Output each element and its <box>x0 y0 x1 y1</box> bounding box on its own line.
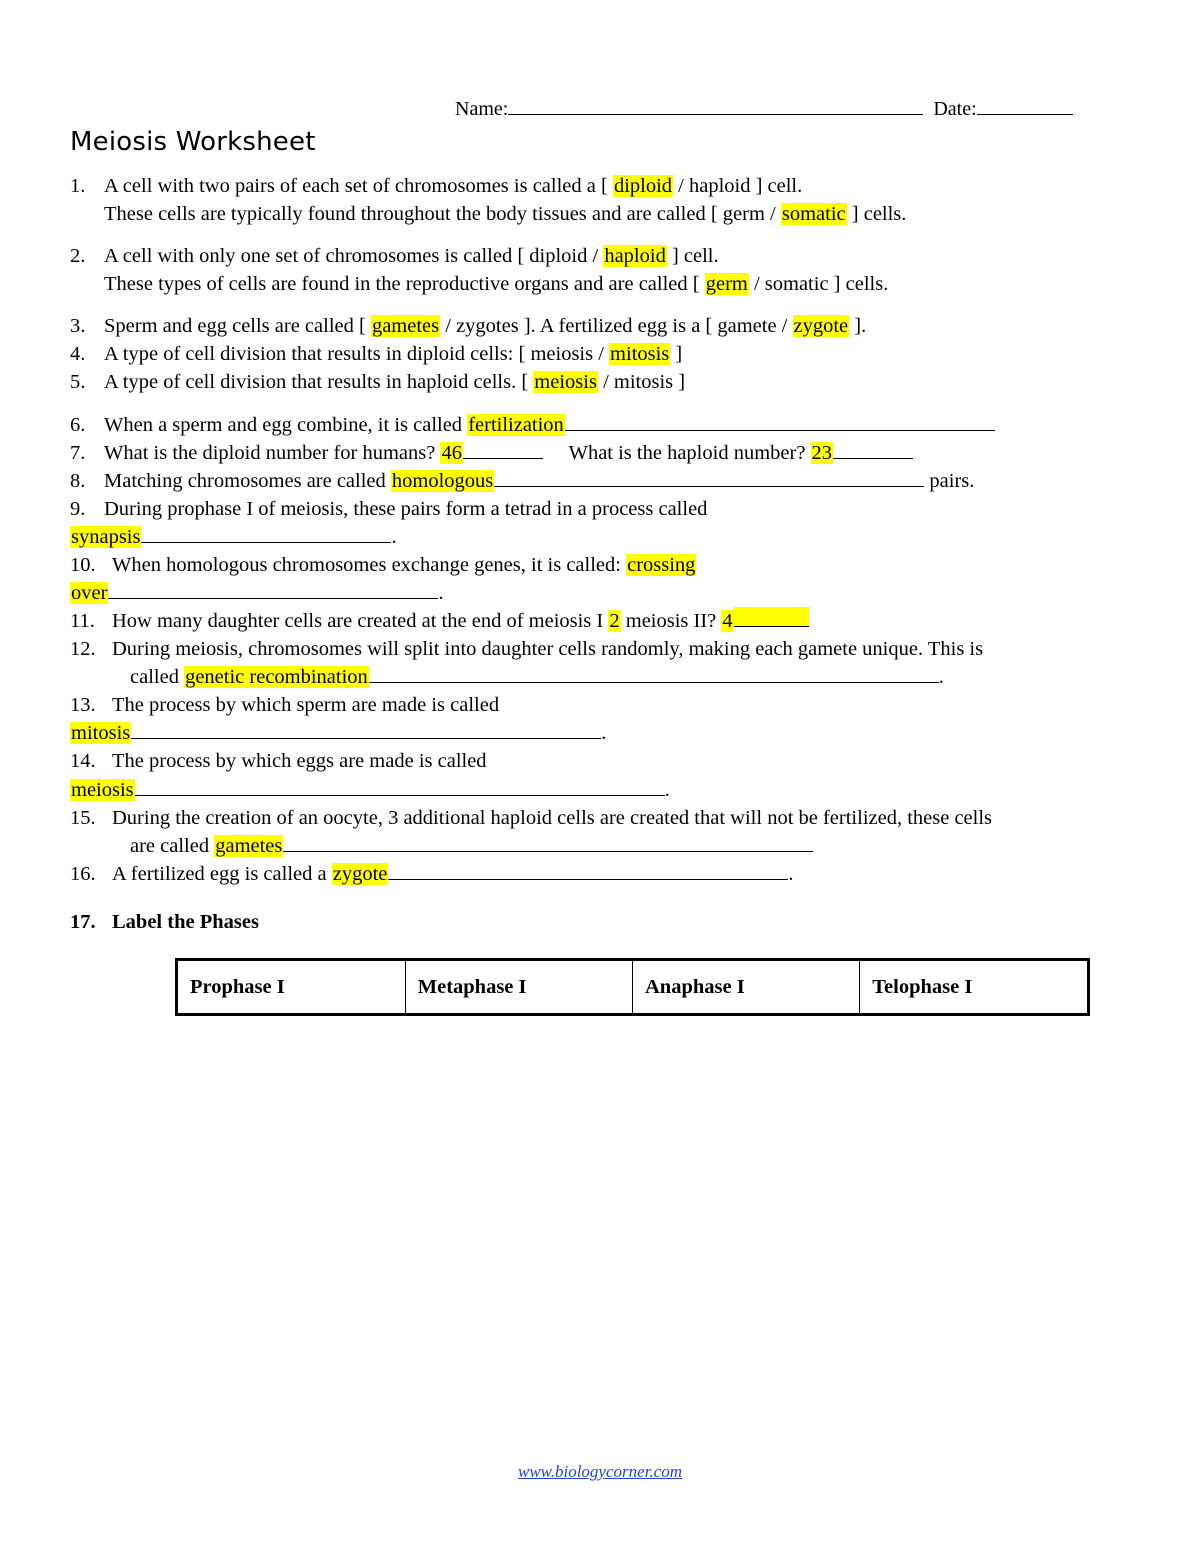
question-13-text-b: . <box>601 722 607 745</box>
question-8-text-b: pairs. <box>924 469 975 492</box>
spacer <box>70 228 1135 242</box>
question-14 <box>70 747 1135 803</box>
question-16-text-a: A fertilized egg is called a <box>112 862 332 885</box>
question-2-answer-1: haploid <box>604 245 666 268</box>
question-14-line-1 <box>70 747 1135 775</box>
question-9-answer: synapsis <box>71 525 141 548</box>
question-7-text-a: What is the diploid number for humans? <box>104 441 441 464</box>
question-11-number: 11. <box>70 610 95 633</box>
question-3-answer-2: zygote <box>793 315 849 338</box>
question-12-blank[interactable] <box>369 665 939 683</box>
question-13-blank[interactable] <box>131 721 601 739</box>
question-7-answer-2: 23 <box>811 441 833 464</box>
question-12-line-2 <box>70 663 1135 691</box>
question-11-line <box>70 607 1135 635</box>
question-6-answer: fertilization <box>468 413 564 436</box>
question-7-blank-2[interactable] <box>833 441 913 459</box>
question-3-line <box>70 312 1135 340</box>
question-9-line-2 <box>70 523 1135 551</box>
question-15-blank[interactable] <box>283 834 813 852</box>
question-8-number: 8. <box>70 469 86 492</box>
question-5-text-a: A type of cell division that results in haploid cells. [ <box>104 371 534 394</box>
question-10-answer-1: crossing <box>627 553 696 576</box>
question-17-label: Label the Phases <box>112 910 259 933</box>
question-12-number: 12. <box>70 638 96 661</box>
question-13-answer: mitosis <box>71 722 131 745</box>
question-5-number: 5. <box>70 371 86 394</box>
question-7-number: 7. <box>70 441 86 464</box>
question-14-line-2 <box>70 776 1135 804</box>
question-4-text-b: ] <box>670 343 683 366</box>
question-17 <box>70 908 1135 936</box>
question-12 <box>70 635 1135 691</box>
question-4 <box>70 340 1135 368</box>
question-8-blank[interactable] <box>494 469 924 487</box>
question-11-text-a: How many daughter cells are created at the end of meiosis I <box>112 610 609 633</box>
phase-cell-prophase-1[interactable]: Prophase I <box>178 961 405 1013</box>
question-8 <box>70 467 1135 495</box>
question-1-number: 1. <box>70 175 86 197</box>
name-label: Name: <box>455 98 509 120</box>
question-1-line-2 <box>70 200 1135 228</box>
question-9-text-b: . <box>391 525 397 548</box>
phase-cell-metaphase-1[interactable]: Metaphase I <box>405 961 632 1013</box>
question-9 <box>70 495 1135 551</box>
question-15 <box>70 804 1135 860</box>
footer <box>0 1462 1200 1482</box>
question-2-text-c: These types of cells are found in the reproductive organs and are called [ <box>104 273 705 296</box>
table-row <box>178 961 1087 1013</box>
question-13-line-1 <box>70 691 1135 719</box>
question-5 <box>70 368 1135 396</box>
question-2-text-b: ] cell. <box>666 245 719 268</box>
question-10-blank[interactable] <box>108 581 438 599</box>
question-9-text-a: During prophase I of meiosis, these pairs form a tetrad in a process called <box>104 497 708 520</box>
question-16-number: 16. <box>70 862 96 885</box>
question-5-answer: meiosis <box>534 371 597 394</box>
question-8-line <box>70 467 1135 495</box>
question-10-text-a: When homologous chromosomes exchange genes, it is called: <box>112 553 627 576</box>
page-title: Meiosis Worksheet <box>70 127 316 157</box>
question-15-line-1 <box>70 804 1135 832</box>
question-15-text-b: are called <box>130 834 215 857</box>
spacer <box>70 888 1135 908</box>
question-14-blank[interactable] <box>135 778 665 796</box>
question-4-answer: mitosis <box>610 343 670 366</box>
question-2-line-2 <box>70 270 1135 298</box>
spacer <box>70 397 1135 411</box>
question-10-answer-2: over <box>71 582 108 605</box>
question-17-line <box>70 908 1135 936</box>
date-blank-field[interactable] <box>977 96 1073 115</box>
question-16-blank[interactable] <box>388 862 788 880</box>
question-3-text-a: Sperm and egg cells are called [ <box>104 315 371 338</box>
question-10 <box>70 551 1135 607</box>
question-2 <box>70 242 1135 298</box>
question-6 <box>70 411 1135 439</box>
phase-table-wrapper <box>175 958 1090 1016</box>
question-1 <box>70 172 1135 228</box>
question-2-text-a: A cell with only one set of chromosomes is called [ diploid / <box>104 245 604 268</box>
question-3 <box>70 312 1135 340</box>
question-2-line-1 <box>70 242 1135 270</box>
question-7-text-b: What is the haploid number? <box>568 441 811 464</box>
question-3-text-b: / zygotes ]. A fertilized egg is a [ gamete / <box>440 315 793 338</box>
question-13-line-2 <box>70 719 1135 747</box>
question-6-number: 6. <box>70 413 86 436</box>
question-7 <box>70 439 1135 467</box>
question-4-number: 4. <box>70 343 86 366</box>
question-10-text-b: . <box>438 582 444 605</box>
question-6-blank[interactable] <box>565 413 995 431</box>
name-blank-field[interactable] <box>508 96 923 115</box>
question-10-line-2 <box>70 579 1135 607</box>
question-6-text-a: When a sperm and egg combine, it is called <box>104 413 468 436</box>
question-4-line <box>70 340 1135 368</box>
spacer <box>70 298 1135 312</box>
question-12-line-1 <box>70 635 1135 663</box>
question-13-text-a: The process by which sperm are made is called <box>112 694 500 717</box>
question-8-text-a: Matching chromosomes are called <box>104 469 391 492</box>
question-13 <box>70 691 1135 747</box>
phase-cell-anaphase-1[interactable]: Anaphase I <box>633 961 860 1013</box>
question-9-blank[interactable] <box>141 525 391 543</box>
question-17-number: 17. <box>70 910 96 933</box>
question-3-text-c: ]. <box>849 315 867 338</box>
question-1-text-a: A cell with two pairs of each set of chromosomes is called a [ <box>104 175 613 197</box>
question-16-line <box>70 860 1135 888</box>
question-11-blank[interactable] <box>734 607 809 627</box>
question-12-text-a: During meiosis, chromosomes will split into daughter cells randomly, making each gamete unique. This is <box>112 638 984 661</box>
phase-cell-telophase-1[interactable]: Telophase I <box>860 961 1087 1013</box>
question-1-answer-2: somatic <box>781 203 846 226</box>
question-16-answer: zygote <box>332 862 388 885</box>
question-14-answer: meiosis <box>71 778 134 801</box>
question-3-number: 3. <box>70 315 86 338</box>
question-11-answer-2: 4 <box>722 610 733 633</box>
question-12-text-c: . <box>938 666 944 689</box>
question-11-answer-1: 2 <box>609 610 620 633</box>
question-1-line-1 <box>70 172 1135 200</box>
worksheet-body <box>70 172 1135 1016</box>
question-13-number: 13. <box>70 694 96 717</box>
question-3-answer-1: gametes <box>371 315 440 338</box>
date-label: Date: <box>933 98 977 120</box>
question-1-text-b: / haploid ] cell. <box>673 175 803 197</box>
question-14-text-b: . <box>664 778 670 801</box>
question-8-answer: homologous <box>391 469 494 492</box>
question-7-line <box>70 439 1135 467</box>
question-16-text-b: . <box>788 862 794 885</box>
question-1-answer-1: diploid <box>613 175 673 197</box>
question-1-text-c: These cells are typically found throughout the body tissues and are called [ germ / <box>104 203 781 226</box>
question-6-line <box>70 411 1135 439</box>
question-14-text-a: The process by which eggs are made is called <box>112 750 487 773</box>
question-15-text-a: During the creation of an oocyte, 3 additional haploid cells are created that will not be fertilized, these cells <box>112 806 993 829</box>
question-9-number: 9. <box>70 497 86 520</box>
question-7-answer-1: 46 <box>441 441 462 464</box>
question-1-text-d: ] cells. <box>846 203 907 226</box>
question-12-text-b: called <box>130 666 185 689</box>
question-12-answer: genetic recombination <box>185 666 368 689</box>
question-16 <box>70 860 1135 888</box>
question-10-line-1 <box>70 551 1135 579</box>
phase-table <box>178 961 1087 1013</box>
question-10-number: 10. <box>70 553 96 576</box>
question-11 <box>70 607 1135 635</box>
question-5-line <box>70 368 1135 396</box>
question-15-number: 15. <box>70 806 96 829</box>
question-7-blank-1[interactable] <box>463 441 543 459</box>
question-5-text-b: / mitosis ] <box>597 371 686 394</box>
question-14-number: 14. <box>70 750 96 773</box>
question-2-answer-2: germ <box>705 273 748 296</box>
question-15-answer: gametes <box>215 834 283 857</box>
question-9-line-1 <box>70 495 1135 523</box>
question-2-text-d: / somatic ] cells. <box>748 273 889 296</box>
name-date-header <box>455 96 1130 121</box>
question-4-text-a: A type of cell division that results in diploid cells: [ meiosis / <box>104 343 610 366</box>
biologycorner-link[interactable]: www.biologycorner.com <box>517 1462 682 1481</box>
question-15-line-2 <box>70 832 1135 860</box>
question-2-number: 2. <box>70 245 86 268</box>
question-11-text-b: meiosis II? <box>620 610 722 633</box>
